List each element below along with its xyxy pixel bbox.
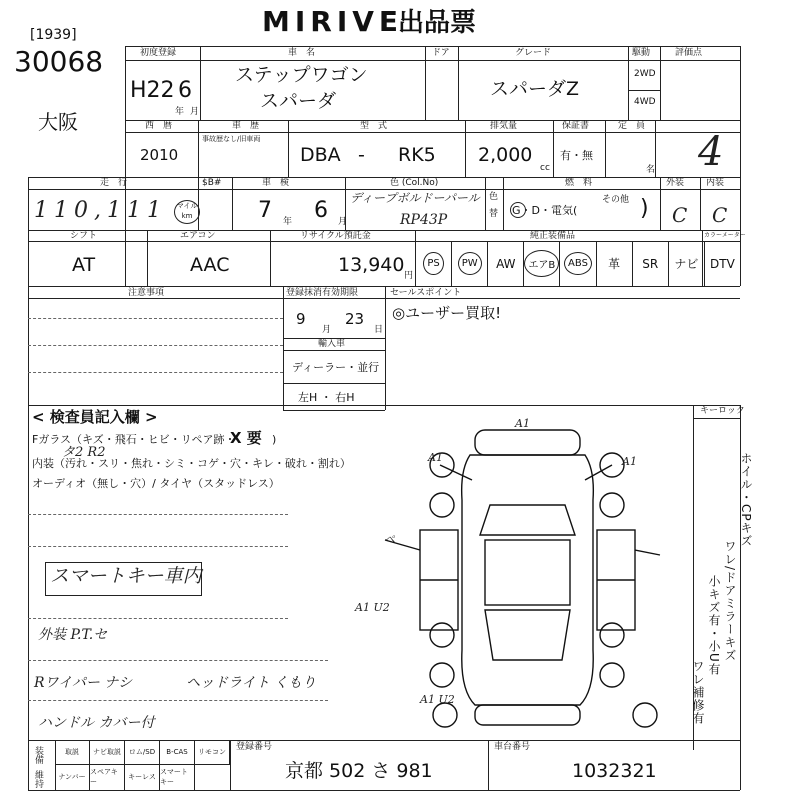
color-label: 色 (Col.No) — [390, 178, 439, 188]
displacement-value: 2,000 — [478, 144, 533, 166]
note-wiper: Rワイパー ナシ — [34, 675, 133, 691]
inspector-line1-end: ) — [272, 433, 277, 446]
exterior-label: 外装 — [666, 178, 685, 188]
nen-label: 年 — [175, 107, 185, 117]
mark-a2-left: A1 — [428, 451, 443, 464]
drive-4wd: 4WD — [634, 97, 656, 107]
km-unit-circle: マイル km — [174, 200, 200, 224]
fuel-options: G・D・電気( — [512, 204, 578, 217]
gae-label: 替 — [489, 209, 499, 219]
inspector-line3: オーディオ（無し・穴）/ タイヤ（スタッドレス） — [32, 477, 280, 490]
mark-left-side: A1 U2 — [355, 601, 390, 614]
side-text-2: ワレ/ドアミラーキズ — [723, 540, 737, 663]
equipment-item: 革 — [596, 241, 632, 286]
footer-equip-item: リモコン — [195, 740, 230, 764]
drive-label: 駆動 — [632, 48, 651, 58]
note-exterior: 外装 P.T.セ — [38, 627, 108, 643]
equipment-label: 純正装備品 — [530, 231, 576, 241]
score-value: 4 — [698, 129, 724, 175]
iro-label: 色 — [489, 192, 499, 202]
mei-unit: 名 — [646, 165, 656, 175]
warranty-label: 保証書 — [562, 121, 590, 131]
document-title: 出品票 — [398, 8, 477, 38]
plate-value: 京都 502 さ 981 — [285, 760, 433, 782]
sales-points-label: セールスポイント — [390, 288, 462, 298]
equipment-item: ABS — [559, 241, 595, 286]
car-name-line1: ステップワゴン — [235, 64, 368, 86]
inspection-tsuki: 月 — [338, 217, 348, 227]
year-value: 2010 — [140, 146, 179, 164]
year-label: 西 暦 — [145, 121, 173, 131]
exterior-grade: C — [672, 203, 688, 227]
notes-label: 注意事項 — [128, 288, 165, 298]
interior-grade: C — [712, 203, 728, 227]
footer-equip-item: スマートキー — [160, 764, 195, 790]
reg-expiry-label: 登録抹消有効期限 — [286, 288, 359, 298]
mileage-value: 110,111 — [34, 198, 167, 223]
inspection-label: 車 検 — [262, 178, 290, 188]
warranty-value: 有・無 — [560, 149, 593, 162]
footer-equip-item: キーレス — [125, 764, 160, 790]
mark-top: A1 — [515, 417, 530, 430]
footer-equip-item: ナビ取説 — [90, 740, 125, 764]
grade-value: スパーダZ — [490, 78, 580, 100]
car-name-line2: スパーダ — [260, 90, 337, 112]
equip-label: 装備 — [33, 746, 43, 764]
brand-logo: MIRIVE — [262, 5, 404, 38]
mark-a2-right: A1 — [622, 455, 637, 468]
mark-pen: ペ — [384, 533, 395, 546]
history-note: 事故歴なし/旧車両 — [202, 135, 261, 143]
footer-equip-item: ロム/SD — [125, 740, 160, 764]
fuel-label: 燃 料 — [565, 178, 593, 188]
equipment-item: AW — [487, 241, 523, 286]
reg-day: 23 — [345, 310, 365, 328]
reg-nichi: 日 — [374, 325, 384, 335]
shift-value: AT — [72, 254, 96, 276]
equipment-list — [415, 241, 740, 286]
import-type: ディーラー・並行 — [292, 361, 380, 374]
side-text-4: ワレ補修有 — [691, 660, 705, 725]
model-code: RK5 — [398, 144, 436, 166]
recycle-value: 13,940 — [338, 254, 405, 276]
side-text-3: 小キズ有・小U有 — [707, 575, 721, 676]
plate-label: 登録番号 — [236, 742, 273, 752]
fuel-close: ) — [640, 196, 649, 221]
inspector-line1: Fガラス（キズ・飛石・ヒビ・リペア跡・ — [32, 433, 236, 446]
drive-2wd: 2WD — [634, 69, 656, 79]
history-label: 車 歴 — [232, 121, 260, 131]
iji-label: 維持 — [33, 770, 43, 788]
color-code: RP43P — [400, 212, 448, 228]
tsuki-label: 月 — [190, 107, 200, 117]
door-label: ドア — [432, 48, 450, 58]
boxed-note: スマートキー車内 — [50, 565, 202, 587]
shift-label: シフト — [70, 231, 98, 241]
color-meter-label: カラーメーター — [704, 232, 746, 239]
equipment-item: PW — [451, 241, 487, 286]
color-name: ディープボルドーパール — [350, 191, 480, 205]
import-label: 輸入車 — [318, 339, 346, 349]
first-reg-label: 初度登録 — [140, 48, 177, 58]
footer-equip-item: ナンバー — [55, 764, 90, 790]
inspection-month: 6 — [314, 198, 328, 223]
sales-point: ◎ユーザー買取! — [392, 304, 502, 322]
car-name-label: 車 名 — [288, 48, 316, 58]
reg-tsuki: 月 — [322, 325, 332, 335]
steering: 左H ・ 右H — [298, 391, 355, 404]
model-label: 型 式 — [360, 121, 388, 131]
note-headlight: ヘッドライト くもり — [186, 675, 317, 691]
ref-code: [1939] — [30, 27, 77, 43]
displacement-label: 排気量 — [490, 121, 518, 131]
model-dash: - — [358, 144, 365, 166]
inspector-line2: 内装（汚れ・スリ・焦れ・シミ・コゲ・穴・キレ・破れ・割れ） — [32, 457, 351, 470]
model-prefix: DBA — [300, 144, 341, 166]
first-reg-month: 6 — [178, 78, 192, 103]
mark-bottom: A1 U2 — [420, 693, 455, 706]
footer-equip-row2 — [55, 764, 230, 790]
lot-number: 30068 — [14, 45, 104, 78]
fuel-selected-circle — [510, 202, 526, 218]
reg-month: 9 — [296, 310, 306, 328]
venue: 大阪 — [38, 110, 78, 134]
chassis-value: 1032321 — [572, 760, 657, 782]
score-label: 評価点 — [675, 48, 703, 58]
fuel-other: その他 — [602, 195, 630, 205]
inspector-title: < 検査員記入欄 > — [32, 408, 158, 426]
inspector-line1-mark: X 要 — [230, 429, 262, 447]
footer-equip-item: B-CAS — [160, 740, 195, 764]
cc-unit: cc — [540, 163, 550, 173]
footer-equip-row1 — [55, 740, 230, 764]
grade-label: グレード — [515, 48, 552, 58]
mileage-label: 走 行 — [100, 178, 128, 188]
side-text-1: ホイル・CPキズ — [739, 452, 753, 548]
yen-unit: 円 — [404, 271, 414, 281]
equipment-item: エアB — [523, 241, 559, 286]
footer-equip-item: 取説 — [55, 740, 90, 764]
inspection-nen: 年 — [283, 217, 293, 227]
aircon-label: エアコン — [180, 231, 216, 241]
meter-label: $B# — [202, 178, 222, 188]
equipment-item: DTV — [704, 241, 740, 286]
equipment-item: ナビ — [668, 241, 704, 286]
footer-equip-item: スペアキー — [90, 764, 125, 790]
interior-label: 内装 — [706, 178, 725, 188]
equipment-item: PS — [415, 241, 451, 286]
note-handle: ハンドル カバー付 — [38, 715, 155, 731]
inspection-year: 7 — [258, 198, 272, 223]
inspector-line2-scribble: タ2 R2 — [62, 445, 106, 460]
chassis-label: 車台番号 — [494, 742, 531, 752]
first-reg-era: H22 — [130, 78, 175, 103]
recycle-label: リサイクル預託金 — [300, 231, 371, 241]
key-lock-label: キーロック — [700, 406, 745, 416]
aircon-value: AAC — [190, 254, 230, 276]
capacity-label: 定 員 — [618, 121, 646, 131]
equipment-item: SR — [632, 241, 668, 286]
